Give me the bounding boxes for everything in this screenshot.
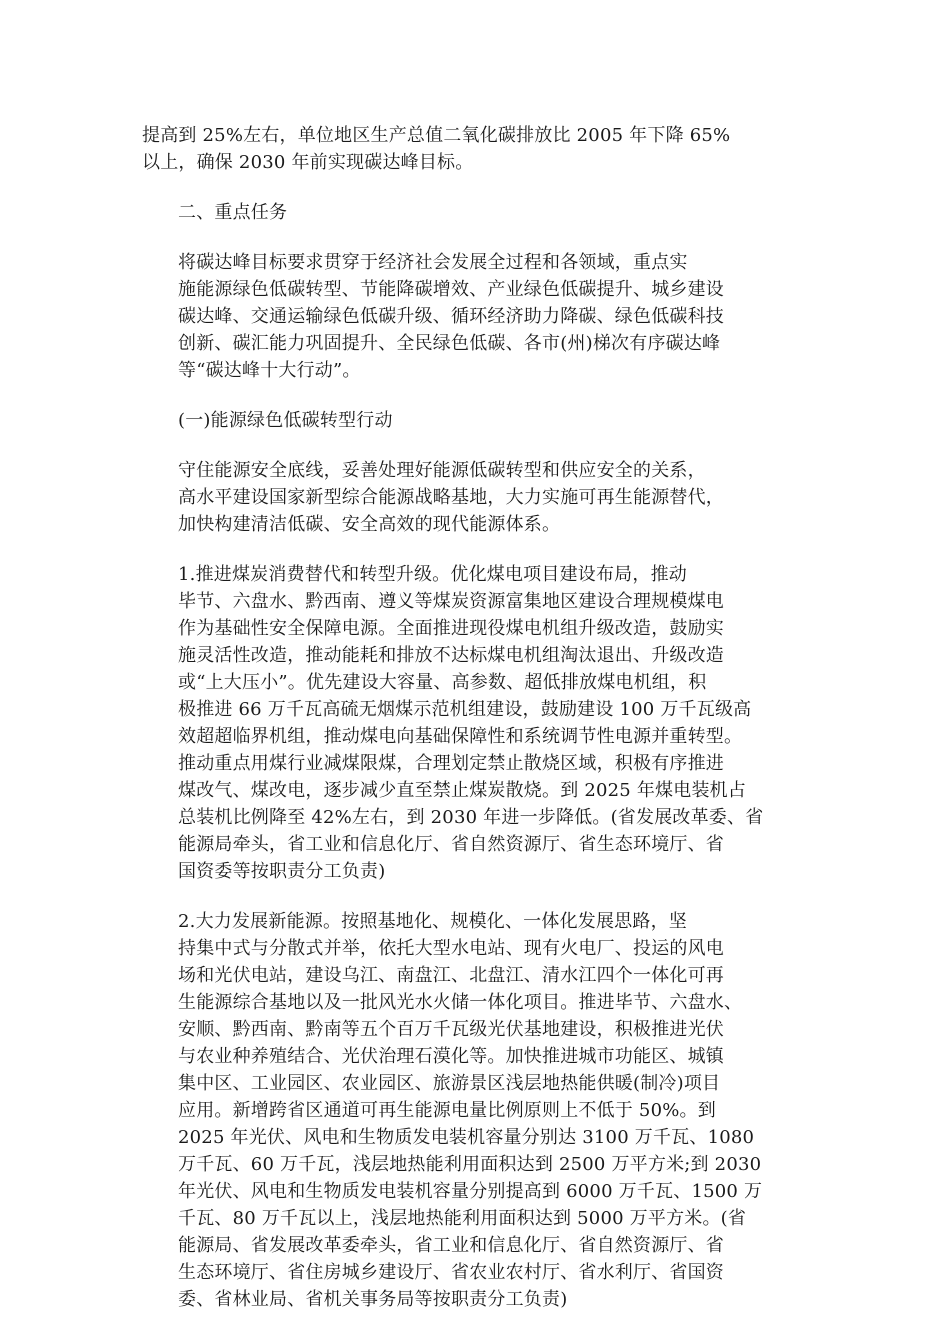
- text-line: 年光伏、风电和生物质发电装机容量分别提高到 6000 万千瓦、1500 万: [178, 1181, 763, 1202]
- heading-text: (一)能源绿色低碳转型行动: [178, 410, 393, 431]
- text-line: 或“上大压小”。优先建设大容量、高参数、超低排放煤电机组，积: [178, 672, 707, 693]
- text-line: 碳达峰、交通运输绿色低碳升级、循环经济助力降碳、绿色低碳科技: [178, 306, 724, 327]
- text-line: 2.大力发展新能源。按照基地化、规模化、一体化发展思路，坚: [178, 911, 687, 932]
- text-line: 效超超临界机组，推动煤电向基础保障性和系统调节性电源并重转型。: [178, 726, 743, 747]
- text-line: 万千瓦、60 万千瓦，浅层地热能利用面积达到 2500 万平方米;到 2030: [178, 1154, 762, 1175]
- heading-text: 二、重点任务: [178, 202, 288, 223]
- text-line: 应用。新增跨省区通道可再生能源电量比例原则上不低于 50%。到: [178, 1100, 716, 1121]
- text-line: 2025 年光伏、风电和生物质发电装机容量分别达 3100 万千瓦、1080: [178, 1127, 755, 1148]
- text-line: 持集中式与分散式并举，依托大型水电站、现有火电厂、投运的风电: [178, 938, 724, 959]
- text-line: 生能源综合基地以及一批风光水火储一体化项目。推进毕节、六盘水、: [178, 992, 743, 1013]
- text-line: 提高到 25%左右，单位地区生产总值二氧化碳排放比 2005 年下降 65%: [142, 125, 731, 146]
- text-line: 高水平建设国家新型综合能源战略基地，大力实施可再生能源替代，: [178, 487, 724, 508]
- text-line: 委、省林业局、省机关事务局等按职责分工负责): [178, 1289, 568, 1310]
- paragraph-energy-security: [142, 457, 810, 538]
- document-body: [142, 122, 810, 1336]
- text-line: 施灵活性改造，推动能耗和排放不达标煤电机组淘汰退出、升级改造: [178, 645, 724, 666]
- text-line: 作为基础性安全保障电源。全面推进现役煤电机组升级改造，鼓励实: [178, 618, 724, 639]
- text-line: 煤改气、煤改电，逐步减少直至禁止煤炭散烧。到 2025 年煤电装机占: [178, 780, 747, 801]
- text-line: 集中区、工业园区、农业园区、旅游景区浅层地热能供暖(制冷)项目: [178, 1073, 721, 1094]
- text-line: 守住能源安全底线，妥善处理好能源低碳转型和供应安全的关系，: [178, 460, 706, 481]
- text-line: 国资委等按职责分工负责): [178, 861, 386, 882]
- text-line: 能源局、省发展改革委牵头，省工业和信息化厅、省自然资源厅、省: [178, 1235, 724, 1256]
- text-line: 极推进 66 万千瓦高硫无烟煤示范机组建设，鼓励建设 100 万千瓦级高: [178, 699, 752, 720]
- text-line: 等“碳达峰十大行动”。: [178, 360, 361, 381]
- text-line: 创新、碳汇能力巩固提升、全民绿色低碳、各市(州)梯次有序碳达峰: [178, 333, 721, 354]
- text-line: 以上，确保 2030 年前实现碳达峰目标。: [142, 152, 474, 173]
- text-line: 毕节、六盘水、黔西南、遵义等煤炭资源富集地区建设合理规模煤电: [178, 591, 724, 612]
- text-line: 能源局牵头，省工业和信息化厅、省自然资源厅、省生态环境厅、省: [178, 834, 724, 855]
- paragraph-target-continuation: [142, 122, 810, 176]
- text-line: 生态环境厅、省住房城乡建设厅、省农业农村厅、省水利厅、省国资: [178, 1262, 724, 1283]
- text-line: 总装机比例降至 42%左右，到 2030 年进一步降低。(省发展改革委、省: [178, 807, 764, 828]
- text-line: 1.推进煤炭消费替代和转型升级。优化煤电项目建设布局，推动: [178, 564, 687, 585]
- text-line: 与农业种养殖结合、光伏治理石漠化等。加快推进城市功能区、城镇: [178, 1046, 724, 1067]
- paragraph-coal-upgrade: [142, 561, 810, 885]
- paragraph-ten-actions: [142, 249, 810, 384]
- text-line: 将碳达峰目标要求贯穿于经济社会发展全过程和各领域，重点实: [178, 252, 688, 273]
- text-line: 场和光伏电站，建设乌江、南盘江、北盘江、清水江四个一体化可再: [178, 965, 724, 986]
- text-line: 施能源绿色低碳转型、节能降碳增效、产业绿色低碳提升、城乡建设: [178, 279, 724, 300]
- text-line: 加快构建清洁低碳、安全高效的现代能源体系。: [178, 514, 561, 535]
- subsection-heading-energy: [142, 407, 810, 434]
- text-line: 千瓦、80 万千瓦以上，浅层地热能利用面积达到 5000 万平方米。(省: [178, 1208, 747, 1229]
- text-line: 安顺、黔西南、黔南等五个百万千瓦级光伏基地建设，积极推进光伏: [178, 1019, 724, 1040]
- paragraph-new-energy: [142, 908, 810, 1313]
- section-heading-key-tasks: [142, 199, 810, 226]
- text-line: 推动重点用煤行业减煤限煤，合理划定禁止散烧区域，积极有序推进: [178, 753, 724, 774]
